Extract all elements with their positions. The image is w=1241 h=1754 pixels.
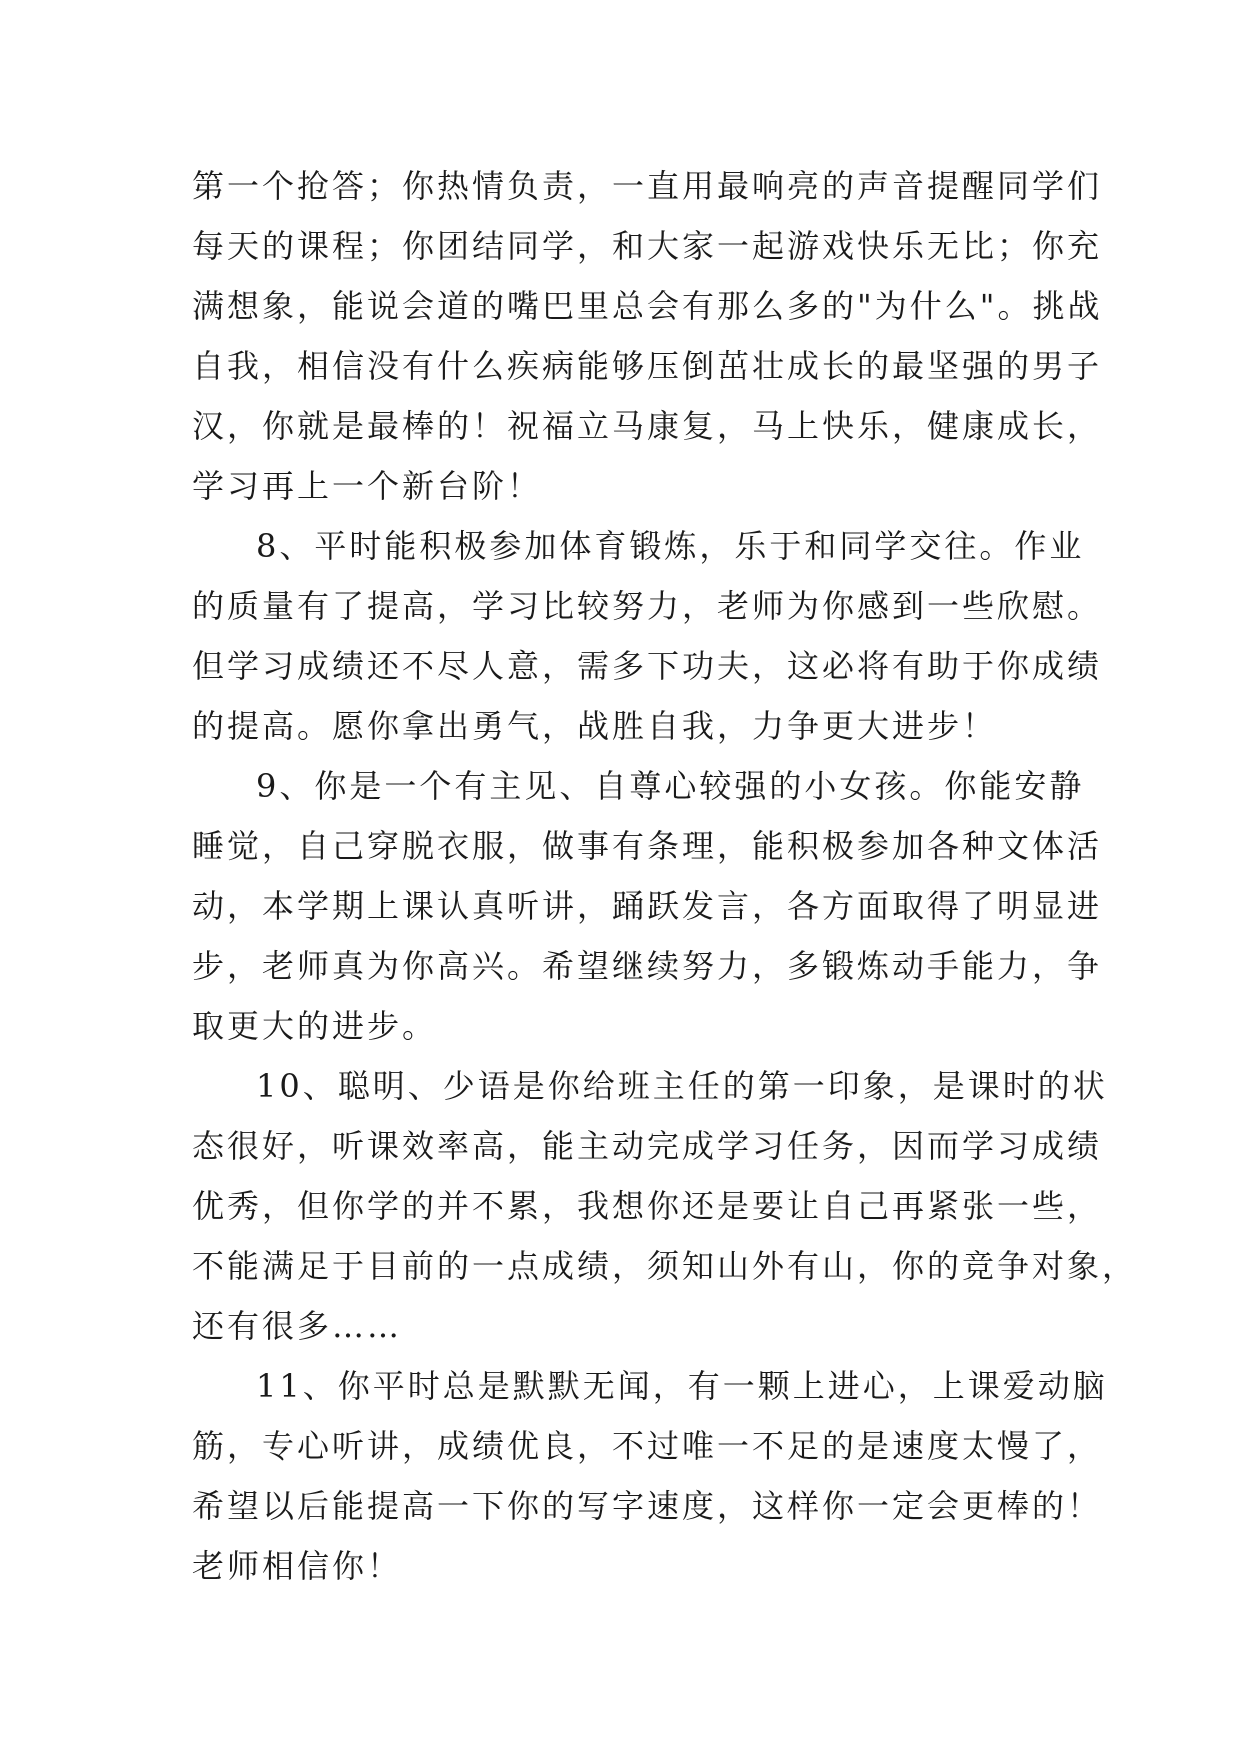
text-line: 希望以后能提高一下你的写字速度，这样你一定会更棒的！: [192, 1487, 1103, 1525]
text-line: 的质量有了提高，学习比较努力，老师为你感到一些欣慰。: [192, 587, 1103, 625]
text-line: 满想象，能说会道的嘴巴里总会有那么多的"为什么"。挑战: [192, 287, 1103, 325]
text-line: 10、聪明、少语是你给班主任的第一印象，是课时的状: [256, 1067, 1108, 1105]
paragraph-8: [192, 516, 1103, 756]
text-line: 步，老师真为你高兴。希望继续努力，多锻炼动手能力，争: [192, 947, 1103, 985]
text-line: 自我，相信没有什么疾病能够压倒茁壮成长的最坚强的男子: [192, 347, 1103, 385]
text-line: 动，本学期上课认真听讲，踊跃发言，各方面取得了明显进: [192, 887, 1103, 925]
text-line: 9、你是一个有主见、自尊心较强的小女孩。你能安静: [256, 767, 1085, 805]
text-line: 第一个抢答；你热情负责，一直用最响亮的声音提醒同学们: [192, 167, 1103, 205]
text-line: 但学习成绩还不尽人意，需多下功夫，这必将有助于你成绩: [192, 647, 1103, 685]
text-line: 每天的课程；你团结同学，和大家一起游戏快乐无比；你充: [192, 227, 1103, 265]
text-line: 筋，专心听讲，成绩优良，不过唯一不足的是速度太慢了，: [192, 1427, 1103, 1465]
text-line: 学习再上一个新台阶！: [192, 467, 543, 505]
paragraph-9: [192, 756, 1103, 1056]
text-line: 的提高。愿你拿出勇气，战胜自我，力争更大进步！: [192, 707, 998, 745]
text-line: 优秀，但你学的并不累，我想你还是要让自己再紧张一些，: [192, 1187, 1103, 1225]
text-line: 8、平时能积极参加体育锻炼，乐于和同学交往。作业: [256, 527, 1085, 565]
text-line: 不能满足于目前的一点成绩，须知山外有山，你的竞争对象，: [192, 1247, 1138, 1285]
text-line: 态很好，听课效率高，能主动完成学习任务，因而学习成绩: [192, 1127, 1103, 1165]
text-line: 睡觉，自己穿脱衣服，做事有条理，能积极参加各种文体活: [192, 827, 1103, 865]
paragraph-11: [192, 1356, 1108, 1596]
text-line: 取更大的进步。: [192, 1007, 438, 1045]
document-body: [192, 156, 1138, 1596]
text-line: 老师相信你！: [192, 1547, 403, 1585]
paragraph-7-continued: [192, 156, 1103, 516]
text-line: 还有很多……: [192, 1307, 403, 1345]
text-line: 汉，你就是最棒的！祝福立马康复，马上快乐，健康成长，: [192, 407, 1103, 445]
text-line: 11、你平时总是默默无闻，有一颗上进心，上课爱动脑: [256, 1367, 1108, 1405]
paragraph-10: [192, 1056, 1138, 1356]
